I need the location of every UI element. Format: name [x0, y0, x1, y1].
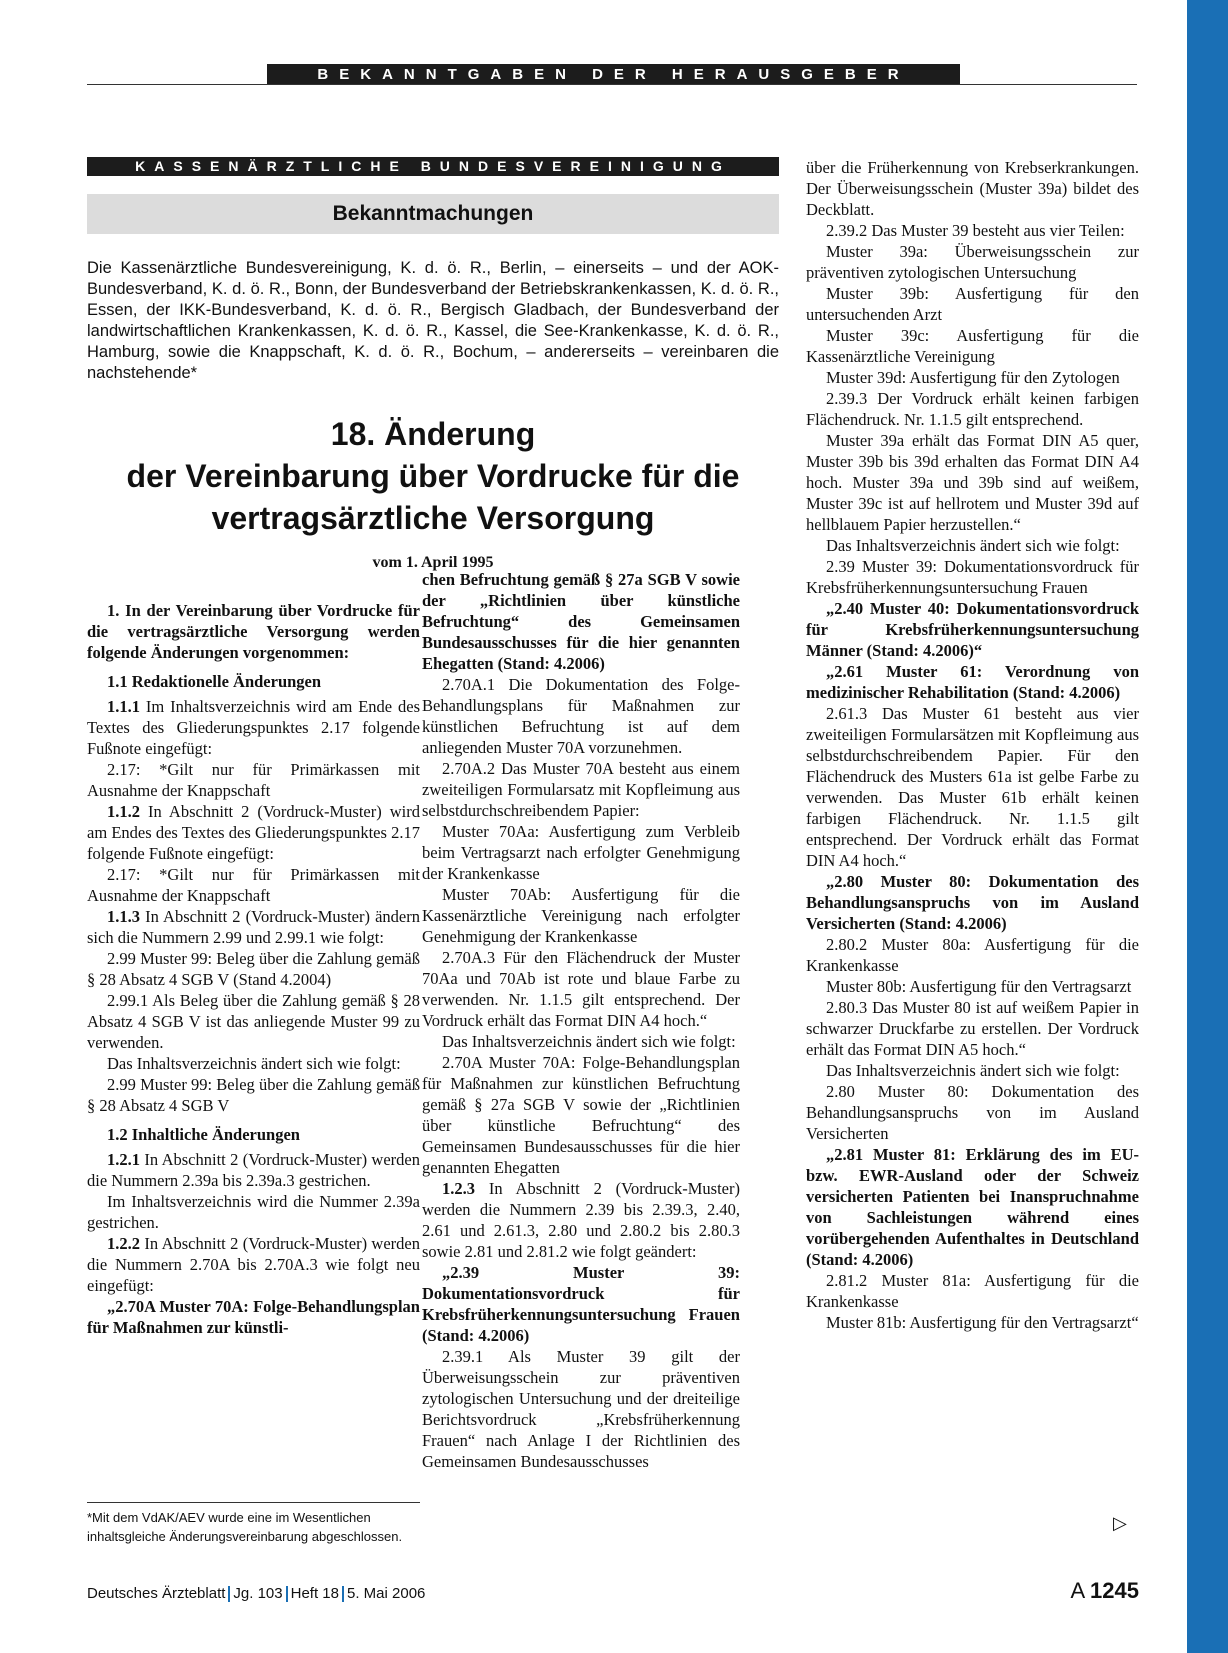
- separator: [228, 1586, 230, 1602]
- paragraph: [87, 1233, 420, 1296]
- paragraph: Muster 81b: Ausfertigung für den Vertragsarzt“: [826, 1313, 1139, 1332]
- page-prefix: A: [1070, 1578, 1084, 1603]
- column-3: [806, 157, 1139, 1333]
- paragraph: Das Inhaltsverzeichnis ändert sich wie folgt:: [826, 536, 1120, 555]
- item-number: 1.1.3: [107, 907, 140, 926]
- paragraph: 2.17: *Gilt nur für Primärkassen mit Ausnahme der Knappschaft: [87, 865, 420, 905]
- item-number: 1.2.1: [107, 1150, 140, 1169]
- column-2: [422, 569, 740, 1472]
- title-line-3: vertragsärztliche Versorgung: [211, 500, 655, 536]
- item-number: 1.2.2: [107, 1234, 140, 1253]
- issue-date: 5. Mai 2006: [347, 1585, 426, 1602]
- continue-arrow-icon: ▷: [1113, 1513, 1127, 1534]
- paragraph: Muster 70Aa: Ausfertigung zum Verbleib beim Vertragsarzt nach erfolgter Genehmigung der Krankenkasse: [422, 822, 740, 883]
- paragraph: Muster 39a: Überweisungsschein zur präventiven zytologischen Untersuchung: [806, 242, 1139, 282]
- page-number: [1070, 1578, 1139, 1604]
- title-line-2: der Vereinbarung über Vordrucke für die: [126, 458, 740, 494]
- paragraph: 2.17: *Gilt nur für Primärkassen mit Ausnahme der Knappschaft: [87, 760, 420, 800]
- header-banner: BEKANNTGABEN DER HERAUSGEBER: [267, 64, 960, 85]
- paragraph: Muster 39c: Ausfertigung für die Kassenärztliche Vereinigung: [806, 326, 1139, 366]
- paragraph: [87, 801, 420, 864]
- footer: [87, 1585, 425, 1602]
- paragraph: [87, 696, 420, 759]
- paragraph: Das Inhaltsverzeichnis ändert sich wie folgt:: [442, 1032, 736, 1051]
- paragraph: „2.81 Muster 81: Erklärung des im EU- bzw. EWR-Ausland oder der Schweiz versicherten Patienten bei Inanspruchnahme von Sachleistungen während eines vorübergehenden Aufenthaltes in Deutschland (Stand: 4.2006): [806, 1145, 1139, 1269]
- paragraph: 2.80.2 Muster 80a: Ausfertigung für die Krankenkasse: [806, 935, 1139, 975]
- column-1: [87, 600, 420, 1338]
- paragraph: Muster 70Ab: Ausfertigung für die Kassenärztliche Vereinigung nach erfolgter Genehmigung der Krankenkasse: [422, 885, 740, 946]
- paragraph: chen Befruchtung gemäß § 27a SGB V sowie der „Richtlinien über künstliche Befruchtung“ des Gemeinsamen Bundesausschusses für die hier genannten Ehegatten (Stand: 4.2006): [422, 570, 740, 673]
- header-rule: [87, 84, 1137, 85]
- paragraph: 2.99 Muster 99: Beleg über die Zahlung gemäß § 28 Absatz 4 SGB V (Stand 4.2004): [87, 949, 420, 989]
- issue: Heft 18: [290, 1585, 339, 1602]
- paragraph: [87, 906, 420, 948]
- paragraph: 2.70A Muster 70A: Folge-Behandlungsplan für Maßnahmen zur künstlichen Befruchtung gemäß § 27a SGB V sowie der „Richtlinien über künstliche Befruchtung“ des Gemeinsamen Bundesausschusses für die hier genannten Ehegatten: [422, 1053, 740, 1177]
- item-text: In Abschnitt 2 (Vordruck-Muster) ändern sich die Nummern 2.99 und 2.99.1 wie folgt:: [87, 907, 420, 947]
- item-text: In Abschnitt 2 (Vordruck-Muster) werden die Nummern 2.70A bis 2.70A.3 wie folgt neu eingefügt:: [87, 1234, 420, 1295]
- paragraph: „2.40 Muster 40: Dokumentationsvordruck für Krebsfrüherkennungsuntersuchung Männer (Stand: 4.2006)“: [806, 599, 1139, 660]
- paragraph: „2.70A Muster 70A: Folge-Behandlungsplan für Maßnahmen zur künstli-: [87, 1297, 420, 1337]
- paragraph: Das Inhaltsverzeichnis ändert sich wie folgt:: [107, 1054, 401, 1073]
- document-date: vom 1. April 1995: [372, 554, 494, 571]
- item-number: 1.1.1: [107, 697, 140, 716]
- paragraph: 2.39 Muster 39: Dokumentationsvordruck für Krebsfrüherkennungsuntersuchung Frauen: [806, 557, 1139, 597]
- paragraph: 2.70A.1 Die Dokumentation des Folge-Behandlungsplans für Maßnahmen zur künstlichen Befruchtung ist auf dem anliegenden Muster 70A vorzunehmen.: [422, 675, 740, 757]
- paragraph: Muster 39b: Ausfertigung für den untersuchenden Arzt: [806, 284, 1139, 324]
- paragraph: 2.70A.2 Das Muster 70A besteht aus einem zweiteiligen Formularsatz mit Kopfleimung aus selbstdurchschreibendem Papier:: [422, 759, 740, 820]
- paragraph: über die Früherkennung von Krebserkrankungen. Der Überweisungsschein (Muster 39a) bildet des Deckblatt.: [806, 158, 1139, 219]
- paragraph: 2.39.1 Als Muster 39 gilt der Überweisungsschein zur präventiven zytologischen Untersuchung und der dreiteilige Berichtsvordruck „Krebsfrüherkennung Frauen“ nach Anlage I der Richtlinien des Gemeinsamen Bundesausschusses: [422, 1347, 740, 1471]
- paragraph: 2.81.2 Muster 81a: Ausfertigung für die Krankenkasse: [806, 1271, 1139, 1311]
- intro-paragraph: Die Kassenärztliche Bundesvereinigung, K. d. ö. R., Berlin, – einerseits – und der AOK-Bundesverband, K. d. ö. R., Bonn, der Bundesverband der Betriebskrankenkassen, K. d. ö. R., Essen, der IKK-Bundesverband, K. d. ö. R., Bergisch Gladbach, der Bundesverband der landwirtschaftlichen Krankenkassen, K. d. ö. R., Kassel, die See-Krankenkasse, K. d. ö. R., Hamburg, sowie die Knappschaft, K. d. ö. R., Bochum, – andererseits – vereinbaren die nachstehende*: [87, 259, 779, 382]
- paragraph: Im Inhaltsverzeichnis wird die Nummer 2.39a gestrichen.: [87, 1192, 420, 1232]
- paragraph: 2.39.2 Das Muster 39 besteht aus vier Teilen:: [826, 221, 1125, 240]
- document-title: [87, 413, 779, 539]
- page-value: 1245: [1090, 1578, 1139, 1603]
- paragraph: 2.80 Muster 80: Dokumentation des Behandlungsanspruchs von im Ausland Versicherten: [806, 1082, 1139, 1143]
- paragraph: 2.80.3 Das Muster 80 ist auf weißem Papier in schwarzer Druckfarbe zu erstellen. Der Vordruck erhält das Format DIN A5 hoch.“: [806, 998, 1139, 1059]
- separator: [286, 1586, 288, 1602]
- paragraph: Das Inhaltsverzeichnis ändert sich wie folgt:: [826, 1061, 1120, 1080]
- paragraph: Muster 80b: Ausfertigung für den Vertragsarzt: [826, 977, 1132, 996]
- paragraph: [422, 1178, 740, 1262]
- paragraph: „2.80 Muster 80: Dokumentation des Behandlungsanspruchs von im Ausland Versicherten (Stand: 4.2006): [806, 872, 1139, 933]
- paragraph: [87, 1149, 420, 1191]
- footnote: *Mit dem VdAK/AEV wurde eine im Wesentlichen inhaltsgleiche Änderungsvereinbarung abgeschlossen.: [87, 1510, 403, 1544]
- paragraph: Muster 39a erhält das Format DIN A5 quer, Muster 39b bis 39d erhalten das Format DIN A4 hoch. Muster 39a und 39b sind auf weißem, Muster 39c ist auf hellrotem und Muster 39d auf hellblauem Papier herzustellen.“: [806, 431, 1139, 534]
- paragraph: Muster 39d: Ausfertigung für den Zytologen: [826, 368, 1120, 387]
- paragraph: 1. In der Vereinbarung über Vordrucke für die vertragsärztliche Versorgung werden folgende Änderungen vorgenommen:: [87, 601, 420, 662]
- paragraph: 2.99 Muster 99: Beleg über die Zahlung gemäß § 28 Absatz 4 SGB V: [87, 1075, 420, 1115]
- item-text: In Abschnitt 2 (Vordruck-Muster) wird am Endes des Textes des Gliederungspunktes 2.17 folgende Fußnote eingefügt:: [87, 802, 420, 863]
- section-heading: Bekanntmachungen: [87, 194, 779, 234]
- item-text: In Abschnitt 2 (Vordruck-Muster) werden die Nummern 2.39 bis 2.39.3, 2.40, 2.61 und 2.61.3, 2.80 und 2.80.2 bis 2.80.3 sowie 2.81 und 2.81.2 wie folgt geändert:: [422, 1179, 740, 1261]
- journal-name: Deutsches Ärzteblatt: [87, 1585, 226, 1602]
- footnote-rule: [87, 1502, 420, 1503]
- paragraph: 2.70A.3 Für den Flächendruck der Muster 70Aa und 70Ab ist rote und blaue Farbe zu verwenden. Nr. 1.1.5 gilt entsprechend. Der Vordruck erhält das Format DIN A4 hoch.“: [422, 948, 740, 1030]
- item-number: 1.2.3: [442, 1179, 475, 1198]
- title-line-1: 18. Änderung: [330, 416, 536, 452]
- paragraph: „2.61 Muster 61: Verordnung von medizinischer Rehabilitation (Stand: 4.2006): [806, 662, 1139, 702]
- item-number: 1.1.2: [107, 802, 140, 821]
- item-text: In Abschnitt 2 (Vordruck-Muster) werden die Nummern 2.39a bis 2.39a.3 gestrichen.: [87, 1150, 420, 1190]
- item-text: Im Inhaltsverzeichnis wird am Ende des Textes des Gliederungspunktes 2.17 folgende Fußnote eingefügt:: [87, 697, 420, 758]
- paragraph: „2.39 Muster 39: Dokumentationsvordruck für Krebsfrüherkennungsuntersuchung Frauen (Stand: 4.2006): [422, 1263, 740, 1345]
- volume: Jg. 103: [233, 1585, 283, 1602]
- blue-side-bar: [1187, 0, 1228, 1653]
- paragraph: 2.39.3 Der Vordruck erhält keinen farbigen Flächendruck. Nr. 1.1.5 gilt entsprechend.: [806, 389, 1139, 429]
- paragraph: 2.99.1 Als Beleg über die Zahlung gemäß § 28 Absatz 4 SGB V ist das anliegende Muster 99 zu verwenden.: [87, 991, 420, 1052]
- subheading: 1.1 Redaktionelle Änderungen: [107, 672, 322, 691]
- subheading: 1.2 Inhaltliche Änderungen: [107, 1125, 300, 1144]
- paragraph: 2.61.3 Das Muster 61 besteht aus vier zweiteiligen Formularsätzen mit Kopfleimung aus selbstdurchschreibendem Papier. Für den Flächendruck des Musters 61a ist gelbe Farbe zu verwenden. Das Muster 61b erhält keinen farbigen Flächendruck. Nr. 1.1.5 gilt entsprechend. Der Vordruck erhält das Format DIN A4 hoch.“: [806, 704, 1139, 870]
- section-banner: KASSENÄRZTLICHE BUNDESVEREINIGUNG: [87, 157, 779, 176]
- separator: [342, 1586, 344, 1602]
